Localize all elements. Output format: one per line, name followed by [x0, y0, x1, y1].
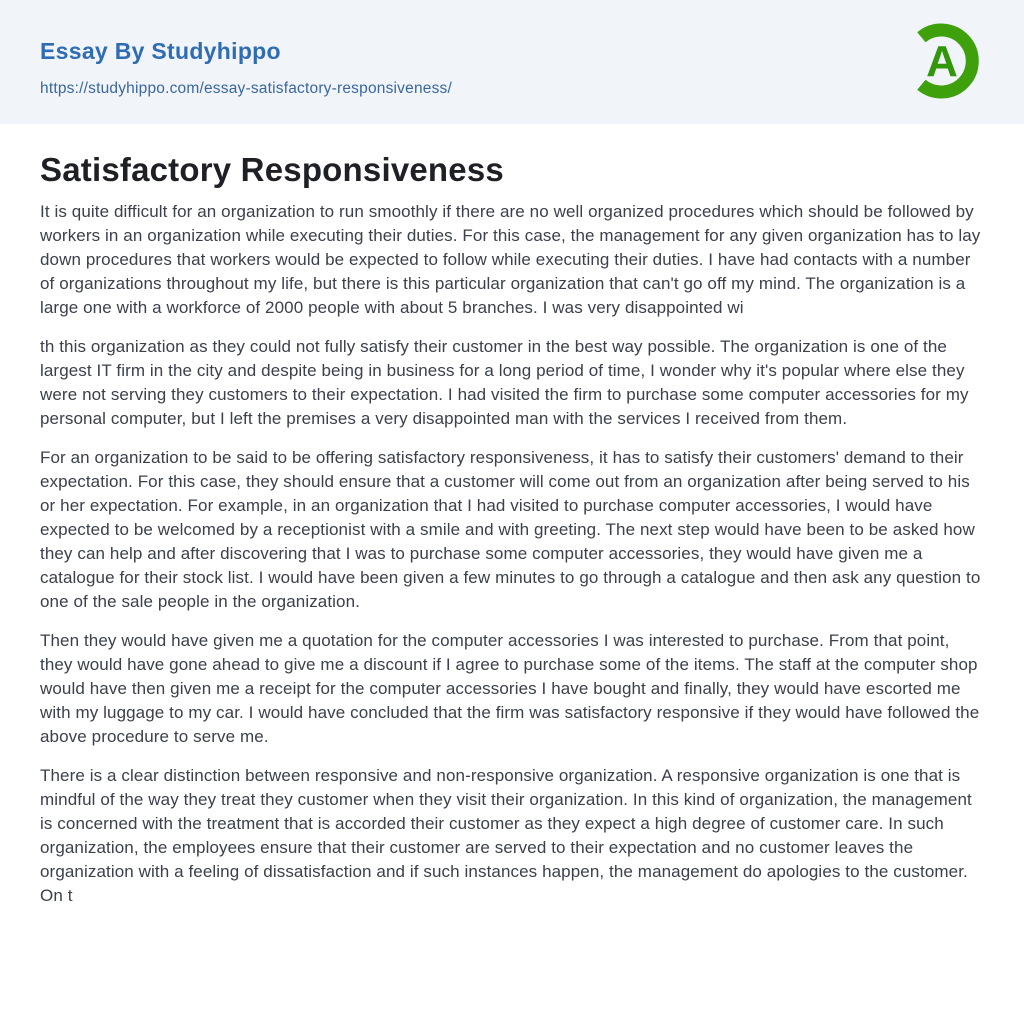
studyhippo-logo-icon [897, 14, 987, 108]
source-url-link[interactable]: https://studyhippo.com/essay-satisfactory-responsiveness/ [40, 80, 452, 97]
article-container [0, 150, 1024, 908]
essay-paragraph: For an organization to be said to be offering satisfactory responsiveness, it has to satisfy their customers' demand to their expectation. For this case, they should ensure that a customer will come out from an organization after being served to his or her expectation. For example, in an organization that I had visited to purchase computer accessories, I would have expected to be welcomed by a receptionist with a smile and with greeting. The next step would have been to be asked how they can help and after discovering that I was to purchase some computer accessories, they would have given me a catalogue for their stock list. I would have been given a few minutes to go through a catalogue and then ask any question to one of the sale people in the organization. [40, 448, 981, 611]
essay-body [40, 200, 984, 908]
site-title: Essay By Studyhippo [40, 38, 281, 64]
essay-paragraph: It is quite difficult for an organization to run smoothly if there are no well organized procedures which should be followed by workers in an organization while executing their duties. For this case, the management for any given organization has to lay down procedures that workers would be expected to follow while executing their duties. I have had contacts with a number of organizations throughout my life, but there is this particular organization that can't go off my mind. The organization is a large one with a workforce of 2000 people with about 5 branches. I was very disappointed wi [40, 202, 981, 317]
essay-paragraph: There is a clear distinction between responsive and non-responsive organization. A responsive organization is one that is mindful of the way they treat they customer when they visit their organization. In this kind of organization, the management is concerned with the treatment that is accorded their customer as they expect a high degree of customer care. In such organization, the employees ensure that their customer are served to their expectation and no customer leaves the organization with a feeling of dissatisfaction and if such instances happen, the management do apologies to the customer. On t [40, 766, 972, 905]
essay-paragraph: th this organization as they could not fully satisfy their customer in the best way possible. The organization is one of the largest IT firm in the city and despite being in business for a long period of time, I wonder why it's popular where else they were not serving they customers to their expectation. I had visited the firm to purchase some computer accessories for my personal computer, but I left the premises a very disappointed man with the services I received from them. [40, 337, 969, 428]
logo-arc-icon [897, 14, 987, 108]
essay-paragraph: Then they would have given me a quotation for the computer accessories I was interested to purchase. From that point, they would have gone ahead to give me a discount if I agree to purchase some of the items. The staff at the computer shop would have then given me a receipt for the computer accessories I have bought and finally, they would have escorted me with my luggage to my car. I would have concluded that the firm was satisfactory responsive if they would have followed the above procedure to serve me. [40, 631, 980, 746]
logo-letter: A [926, 37, 958, 86]
essay-title: Satisfactory Responsiveness [40, 151, 504, 188]
page-header [0, 0, 1024, 124]
